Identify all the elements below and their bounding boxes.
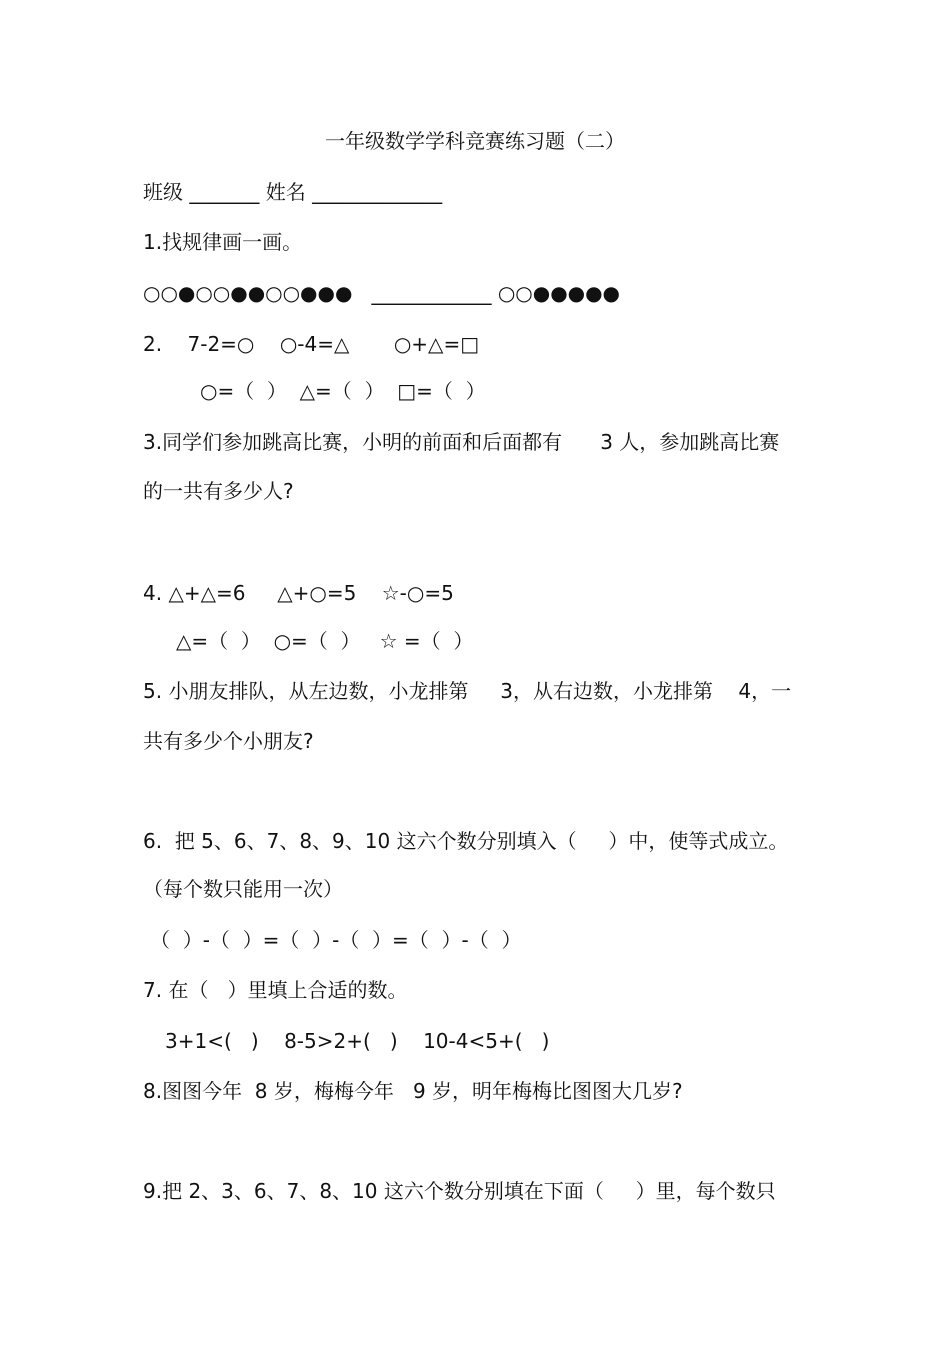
q4-equations: 4. △+△=6 △+○=5 ☆-○=5 bbox=[143, 581, 454, 605]
q7-equations: 3+1<( ) 8-5>2+( ) 10-4<5+( ) bbox=[165, 1029, 550, 1053]
q5-line2: 共有多少个小朋友? bbox=[143, 729, 314, 753]
q8-line1: 8.图图今年 8 岁，梅梅今年 9 岁，明年梅梅比图图大几岁? bbox=[143, 1079, 683, 1103]
name-class-line: 班级 _______ 姓名 _____________ bbox=[143, 180, 443, 204]
q2-answers: ○=（ ） △=（ ） □=（ ） bbox=[200, 379, 486, 403]
q7-prompt: 7. 在（ ）里填上合适的数。 bbox=[143, 978, 408, 1002]
q2-equations: 2. 7-2=○ ○-4=△ ○+△=□ bbox=[143, 332, 480, 356]
q9-line1: 9.把 2、3、6、7、8、10 这六个数分别填在下面（ ）里，每个数只 bbox=[143, 1179, 776, 1203]
page-title: 一年级数学学科竞赛练习题（二） bbox=[325, 129, 625, 153]
q1-prompt: 1.找规律画一画。 bbox=[143, 230, 303, 254]
q3-line1: 3.同学们参加跳高比赛，小明的前面和后面都有 3 人，参加跳高比赛 bbox=[143, 430, 780, 454]
q5-line1: 5. 小朋友排队，从左边数，小龙排第 3，从右边数，小龙排第 4，一 bbox=[143, 679, 792, 703]
q3-line2: 的一共有多少人? bbox=[143, 479, 294, 503]
q6-line2: （每个数只能用一次） bbox=[143, 877, 343, 901]
q1-pattern: ○○●○○●●○○●●● ____________ ○○●●●●● bbox=[143, 281, 621, 305]
q4-answers: △=（ ） ○=（ ） ☆ =（ ） bbox=[176, 629, 474, 653]
q6-line1: 6. 把 5、6、7、8、9、10 这六个数分别填入（ ）中，使等式成立。 bbox=[143, 829, 789, 853]
q6-equation: （ ）-（ ）=（ ）-（ ）=（ ）-（ ） bbox=[150, 928, 522, 952]
